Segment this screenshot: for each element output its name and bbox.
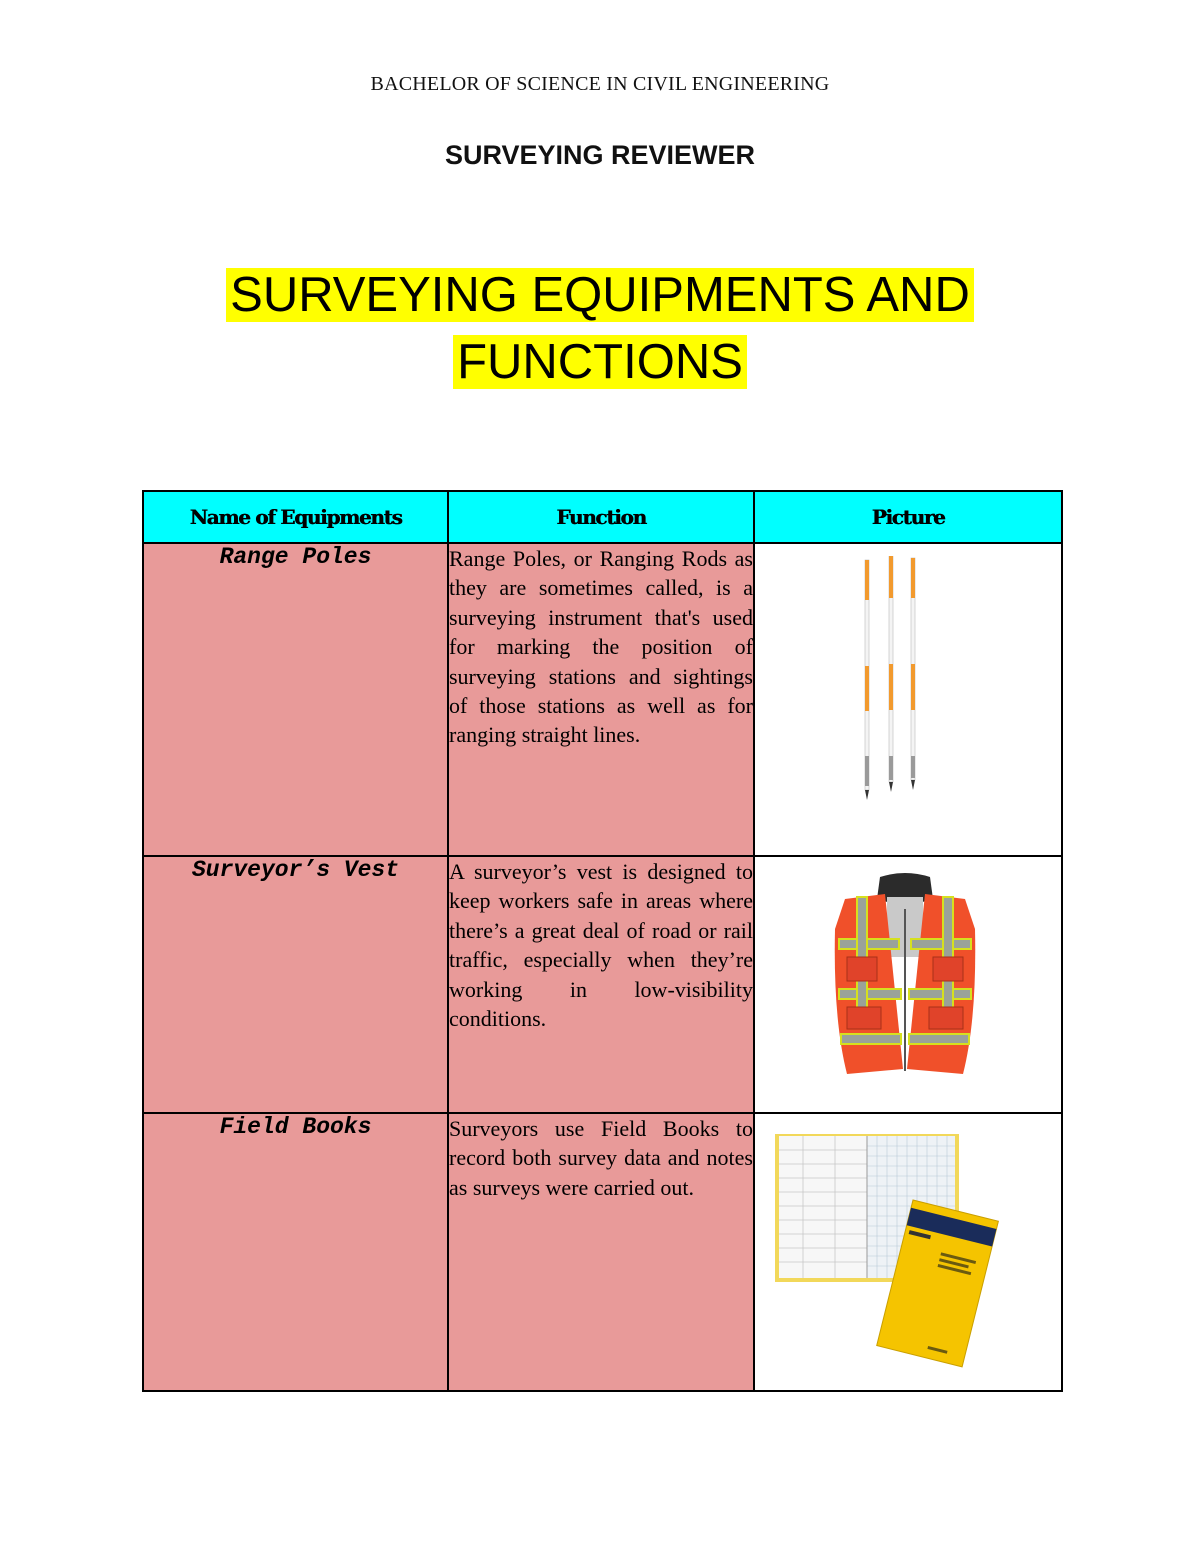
table-header-row <box>143 491 1062 543</box>
column-header-name: Name of Equipments <box>143 491 448 543</box>
table-row <box>143 856 1062 1113</box>
equipment-function: Surveyors use Field Books to record both survey data and notes as surveys were carried out. <box>448 1113 754 1391</box>
table-row <box>143 1113 1062 1391</box>
equipment-function: Range Poles, or Ranging Rods as they are sometimes called, is a surveying instrument that's used for marking the position of surveying stations and sightings of those stations as well as for ranging straight lines. <box>448 543 754 856</box>
page-title <box>0 262 1200 396</box>
page-title-line-1: SURVEYING EQUIPMENTS AND <box>226 268 974 322</box>
field-book-icon <box>773 1130 1013 1370</box>
equipment-name: Surveyor’s Vest <box>143 856 448 1113</box>
course-heading: BACHELOR OF SCIENCE IN CIVIL ENGINEERING <box>370 73 830 95</box>
equipment-table <box>142 490 1063 1392</box>
column-header-picture: Picture <box>754 491 1062 543</box>
page-title-line-2: FUNCTIONS <box>453 335 747 389</box>
equipment-function: A surveyor’s vest is designed to keep workers safe in areas where there’s a great deal of road or rail traffic, especially when they’re working in low-visibility conditions. <box>448 856 754 1113</box>
safety-vest-icon <box>825 869 985 1079</box>
equipment-picture <box>754 856 1062 1113</box>
table-row <box>143 543 1062 856</box>
equipment-name: Field Books <box>143 1113 448 1391</box>
range-poles-icon <box>855 556 935 806</box>
column-header-function: Function <box>448 491 754 543</box>
equipment-name: Range Poles <box>143 543 448 856</box>
equipment-picture <box>754 1113 1062 1391</box>
equipment-picture <box>754 543 1062 856</box>
subtitle: SURVEYING REVIEWER <box>444 140 756 170</box>
